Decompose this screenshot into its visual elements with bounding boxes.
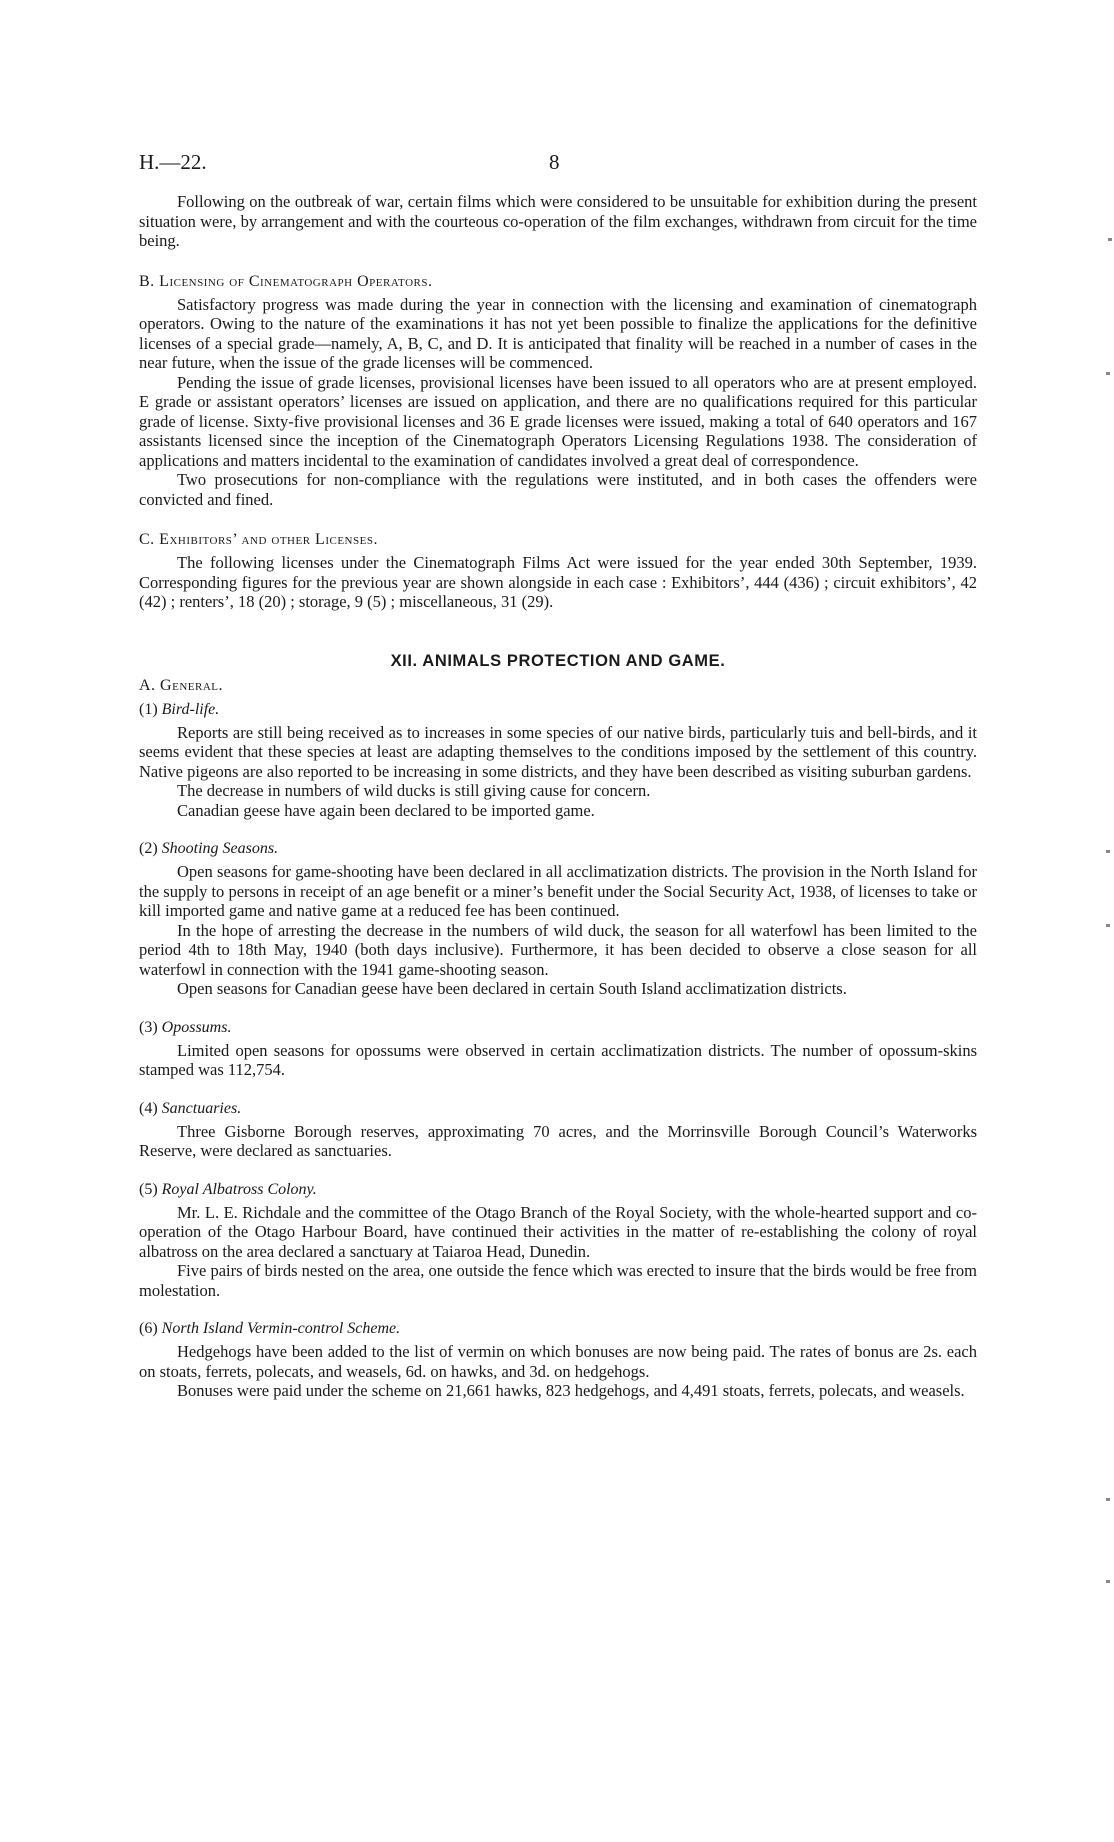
birdlife-paragraph-3: Canadian geese have again been declared to be imported game.	[177, 800, 595, 820]
birdlife-title: Bird-life.	[161, 700, 220, 718]
sanctuaries-paragraph-1: Three Gisborne Borough reserves, approximating 70 acres, and the Morrinsville Borough Council’s Waterworks Reserve, were declared as sanctuaries.	[139, 1121, 977, 1160]
intro-paragraph: Following on the outbreak of war, certain films which were considered to be unsuitable for exhibition during the present situation were, by arrangement and with the courteous co-operation of the film exchanges, withdrawn from circuit for the time being.	[139, 192, 977, 250]
section-c-heading: C. Exhibitors’ and other Licenses.	[139, 531, 378, 548]
scan-speck	[1108, 238, 1112, 241]
scan-speck	[1106, 850, 1110, 853]
albatross-number: (5)	[139, 1180, 158, 1198]
document-reference: H.—22.	[139, 150, 207, 174]
scan-speck	[1106, 1498, 1110, 1501]
section-b-heading: B. Licensing of Cinematograph Operators.	[139, 272, 433, 290]
vermin-title: North Island Vermin-control Scheme.	[161, 1320, 401, 1337]
section-c-paragraph-1: The following licenses under the Cinematograph Films Act were issued for the year ended 30th September, 1939. Corresponding figures for the previous year are shown alongside in each case : Exhibitors’, 444 (436) ; circuit exhibitors’, 42 (42) ; renters’, 18 (20) ; storage, 9 (5) ; miscellaneous, 31 (29).	[139, 553, 977, 611]
section-b-paragraph-3: Two prosecutions for non-compliance with the regulations were instituted, and in both cases the offenders were convicted and fined.	[139, 470, 977, 509]
scan-speck	[1106, 1580, 1110, 1583]
sanctuaries-title: Sanctuaries.	[161, 1099, 242, 1117]
section-xii-title: XII. ANIMALS PROTECTION AND GAME.	[390, 651, 726, 670]
vermin-number: (6)	[139, 1320, 158, 1337]
albatross-title: Royal Albatross Colony.	[161, 1180, 317, 1198]
opossums-number: (3)	[139, 1018, 158, 1036]
opossums-paragraph-1: Limited open seasons for opossums were observed in certain acclimatization districts. The number of opossum-skins stamped was 112,754.	[139, 1040, 977, 1079]
section-b-paragraph-2: Pending the issue of grade licenses, provisional licenses have been issued to all operators who are at present employed. E grade or assistant operators’ licenses are issued on application, and there are no qualifications required for this particular grade of license. Sixty-five provisional licenses and 36 E grade licenses were issued, making a total of 640 operators and 167 assistants licensed since the inception of the Cinematograph Operators Licensing Regulations 1938. The consideration of applications and matters incidental to the examination of candidates involved a great deal of correspondence.	[139, 372, 977, 470]
page-body	[139, 192, 977, 1401]
opossums-heading	[139, 1019, 977, 1037]
scan-speck	[1106, 924, 1110, 927]
albatross-heading	[139, 1181, 977, 1199]
birdlife-heading	[139, 701, 977, 719]
vermin-paragraph-1: Hedgehogs have been added to the list of vermin on which bonuses are now being paid. The rates of bonus are 2s. each on stoats, ferrets, polecats, and weasels, 6d. on hawks, and 3d. on hedgehogs.	[139, 1342, 977, 1381]
section-b-paragraph-1: Satisfactory progress was made during the year in connection with the licensing and examination of cinematograph operators. Owing to the nature of the examinations it has not yet been possible to finalize the applications for the definitive licenses of a special grade—namely, A, B, C, and D. It is anticipated that finality will be reached in a number of cases in the near future, when the issue of the grade licenses will be commenced.	[139, 294, 977, 372]
sanctuaries-heading	[139, 1100, 977, 1118]
birdlife-number: (1)	[139, 700, 158, 718]
general-heading: A. General.	[139, 676, 223, 694]
page-number: 8	[549, 150, 560, 174]
shooting-paragraph-1: Open seasons for game-shooting have been declared in all acclimatization districts. The provision in the North Island for the supply to persons in receipt of an age benefit or a miner’s benefit under the Social Security Act, 1938, of licenses to take or kill imported game and native game at a reduced fee has been continued.	[139, 862, 977, 920]
shooting-paragraph-3: Open seasons for Canadian geese have been declared in certain South Island acclimatization districts.	[177, 979, 847, 998]
birdlife-paragraph-1: Reports are still being received as to increases in some species of our native birds, particularly tuis and bell-birds, and it seems evident that these species at least are adapting themselves to the conditions imposed by the settlement of this country. Native pigeons are also reported to be increasing in some districts, and they have been described as visiting suburban gardens.	[139, 722, 977, 781]
shooting-heading	[139, 840, 977, 858]
page-header	[139, 150, 979, 180]
scan-speck	[1106, 372, 1110, 375]
opossums-title: Opossums.	[161, 1018, 232, 1036]
shooting-number: (2)	[139, 840, 158, 857]
albatross-paragraph-1: Mr. L. E. Richdale and the committee of the Otago Branch of the Royal Society, with the whole-hearted support and co-operation of the Otago Harbour Board, have continued their activities in the matter of re-establishing the colony of royal albatross on the area declared a sanctuary at Taiaroa Head, Dunedin.	[139, 1202, 977, 1261]
vermin-paragraph-2: Bonuses were paid under the scheme on 21,661 hawks, 823 hedgehogs, and 4,491 stoats, ferrets, polecats, and weasels.	[177, 1381, 965, 1400]
shooting-paragraph-2: In the hope of arresting the decrease in the numbers of wild duck, the season for all waterfowl has been limited to the period 4th to 18th May, 1940 (both days inclusive). Furthermore, it has been decided to observe a close season for all waterfowl in connection with the 1941 game-shooting season.	[139, 920, 977, 979]
vermin-heading	[139, 1320, 977, 1338]
albatross-paragraph-2: Five pairs of birds nested on the area, one outside the fence which was erected to insure that the birds would be free from molestation.	[139, 1261, 977, 1300]
birdlife-paragraph-2: The decrease in numbers of wild ducks is still giving cause for concern.	[177, 781, 651, 800]
sanctuaries-number: (4)	[139, 1099, 158, 1117]
shooting-title: Shooting Seasons.	[161, 840, 279, 857]
